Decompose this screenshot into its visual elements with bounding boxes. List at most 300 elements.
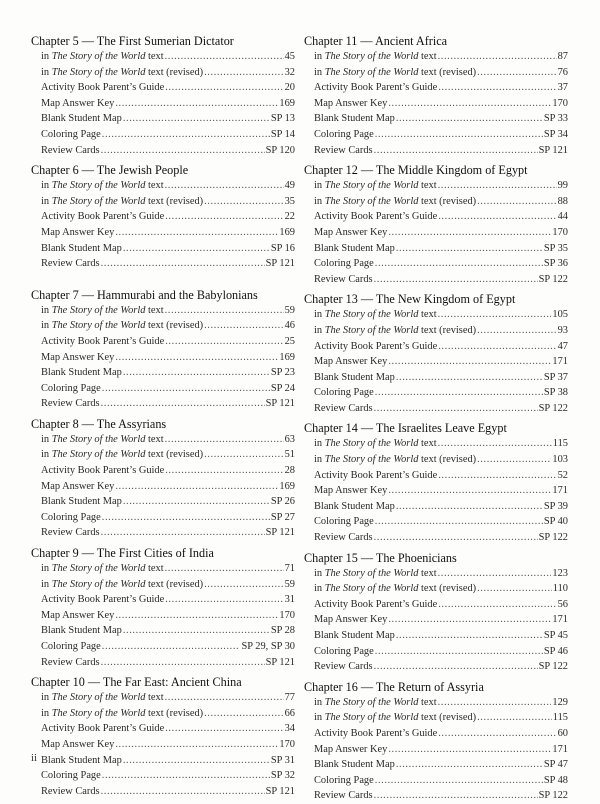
entry-label-text: Coloring Page <box>314 128 374 140</box>
entry-label-suffix: text (revised) <box>418 712 477 724</box>
entry-label-suffix: text <box>145 304 164 316</box>
toc-entry <box>31 365 295 381</box>
toc-entry <box>31 80 295 96</box>
entry-label <box>41 127 101 143</box>
dot-leader <box>123 623 270 639</box>
page-reference: SP 120 <box>265 144 295 156</box>
entry-label-text: Review Cards <box>41 144 100 156</box>
entry-label-text: in <box>41 578 52 590</box>
page-reference: 170 <box>552 226 568 238</box>
entry-label-text: Activity Book Parent’s Guide <box>314 598 438 610</box>
toc-entry <box>304 143 568 159</box>
dot-leader <box>165 303 284 319</box>
entry-label-text: in <box>41 320 52 332</box>
dot-leader <box>438 695 552 711</box>
entry-label-suffix: text (revised) <box>145 578 204 590</box>
dot-leader <box>115 479 278 495</box>
page-reference: SP 45 <box>543 630 568 641</box>
entry-label <box>41 318 203 334</box>
page-reference: 87 <box>557 51 568 62</box>
entry-label-text: Map Answer Key <box>314 356 388 368</box>
entry-label <box>41 737 114 753</box>
entry-label <box>41 753 122 769</box>
page-reference: SP 26 <box>270 496 295 508</box>
entry-label <box>314 628 395 644</box>
entry-label-suffix: text (revised) <box>145 66 204 78</box>
entry-label <box>41 194 203 210</box>
entry-label-text: in <box>41 449 52 461</box>
page-reference: SP 32 <box>270 770 295 782</box>
entry-label-text: Coloring Page <box>41 382 101 394</box>
entry-label <box>41 225 114 241</box>
dot-leader <box>438 597 556 613</box>
entry-label <box>41 80 164 96</box>
page-reference: SP 28 <box>270 625 295 637</box>
toc-entry <box>304 80 568 96</box>
entry-label <box>41 111 122 127</box>
entry-label <box>41 334 164 350</box>
dot-leader <box>388 96 551 112</box>
page-reference: 25 <box>284 335 295 347</box>
dot-leader <box>388 612 551 628</box>
book-title: The Story of the World <box>324 309 419 321</box>
dot-leader <box>396 628 543 644</box>
dot-leader <box>375 514 543 530</box>
toc-entry <box>304 612 568 628</box>
toc-entry <box>304 354 568 370</box>
dot-leader <box>388 354 551 370</box>
entry-label-text: Activity Book Parent’s Guide <box>41 594 165 606</box>
toc-entry <box>31 49 295 65</box>
dot-leader <box>374 272 538 288</box>
dot-leader <box>375 644 543 660</box>
entry-label-text: Review Cards <box>41 785 100 797</box>
page-reference: 115 <box>552 438 568 450</box>
dot-leader <box>204 706 284 722</box>
left-column <box>31 33 295 799</box>
chapter-block <box>304 291 568 416</box>
dot-leader <box>477 65 557 81</box>
entry-label <box>314 499 395 515</box>
dot-leader <box>438 307 552 323</box>
page-number: ii <box>31 752 38 764</box>
dot-leader <box>204 577 284 593</box>
entry-label <box>314 468 437 484</box>
page-reference: SP 33 <box>543 113 568 125</box>
chapter-title: Chapter 8 — The Assyrians <box>31 416 167 431</box>
page-reference: SP 122 <box>538 273 568 285</box>
toc-entry <box>31 721 295 737</box>
toc-entry <box>31 96 295 112</box>
dot-leader <box>477 710 552 726</box>
dot-leader <box>396 370 543 386</box>
entry-label-suffix: text <box>418 309 437 321</box>
dot-leader <box>204 65 284 81</box>
entry-label <box>314 127 374 143</box>
dot-leader <box>115 96 278 112</box>
dot-leader <box>101 655 265 671</box>
entry-label <box>41 350 114 366</box>
entry-label <box>41 592 164 608</box>
dot-leader <box>374 143 538 159</box>
toc-entry <box>304 49 568 65</box>
dot-leader <box>438 468 556 484</box>
entry-label-text: Blank Student Map <box>314 759 395 771</box>
dot-leader <box>115 737 278 753</box>
dot-leader <box>438 209 556 225</box>
page-reference: SP 29, SP 30 <box>241 641 295 652</box>
dot-leader <box>102 127 270 143</box>
dot-leader <box>123 111 270 127</box>
entry-label-suffix: text (revised) <box>418 324 477 336</box>
chapter-block <box>31 416 295 541</box>
page-reference: 169 <box>279 480 295 492</box>
entry-label <box>41 623 122 639</box>
page-reference: SP 121 <box>265 398 295 410</box>
page-reference: 170 <box>279 738 295 750</box>
entry-label-text: in <box>41 707 52 719</box>
toc-entry <box>31 381 295 397</box>
entry-label <box>41 768 101 784</box>
entry-label-suffix: text (revised) <box>145 707 204 719</box>
dot-leader <box>204 318 284 334</box>
dot-leader <box>115 350 278 366</box>
entry-label <box>314 612 387 628</box>
page-reference: SP 121 <box>538 144 568 156</box>
chapter-title: Chapter 10 — The Far East: Ancient China <box>31 675 242 690</box>
chapter-block <box>31 33 295 158</box>
entry-label-text: Review Cards <box>314 144 373 156</box>
dot-leader <box>477 194 557 210</box>
chapter-title: Chapter 7 — Hammurabi and the Babylonians <box>31 287 258 302</box>
entry-label <box>41 396 100 412</box>
chapter-title: Chapter 11 — Ancient Africa <box>304 34 448 48</box>
entry-label <box>314 742 387 758</box>
page-reference: SP 48 <box>543 774 568 786</box>
entry-label <box>41 690 164 706</box>
book-title: The Story of the World <box>51 449 146 461</box>
entry-label <box>41 209 164 225</box>
page-reference: 76 <box>557 66 568 78</box>
dot-leader <box>165 561 284 577</box>
toc-entry <box>304 370 568 386</box>
chapter-block <box>31 674 295 799</box>
dot-leader <box>396 111 543 127</box>
toc-entry <box>31 303 295 319</box>
entry-label <box>314 659 373 675</box>
entry-label-text: Coloring Page <box>41 770 101 782</box>
entry-label-suffix: text <box>418 696 437 708</box>
page-reference: 123 <box>552 567 568 579</box>
page-reference: 171 <box>552 356 568 368</box>
entry-label <box>41 241 122 257</box>
page-reference: SP 122 <box>538 532 568 544</box>
entry-label <box>314 354 387 370</box>
page-reference: SP 38 <box>543 387 568 399</box>
entry-label-suffix: text <box>145 692 164 704</box>
entry-label <box>314 49 437 65</box>
page-reference: 37 <box>557 82 568 94</box>
dot-leader <box>388 742 551 758</box>
toc-entry <box>304 339 568 355</box>
entry-label-text: Blank Student Map <box>41 113 122 125</box>
page-reference: 169 <box>279 226 295 238</box>
chapter-title: Chapter 16 — The Return of Assyria <box>304 679 484 694</box>
dot-leader <box>165 178 284 194</box>
page-reference: 52 <box>557 469 568 481</box>
entry-label <box>41 463 164 479</box>
page-reference: SP 27 <box>270 511 295 523</box>
page-reference: 49 <box>284 180 295 192</box>
dot-leader <box>165 592 283 608</box>
page-reference: SP 34 <box>543 128 568 140</box>
entry-label-suffix: text (revised) <box>418 66 477 78</box>
toc-entry <box>31 592 295 608</box>
chapter-title: Chapter 12 — The Middle Kingdom of Egypt <box>304 163 528 178</box>
toc-entry <box>304 499 568 515</box>
book-title: The Story of the World <box>51 66 146 78</box>
toc-entry <box>304 307 568 323</box>
entry-label-text: Coloring Page <box>314 516 374 528</box>
toc-entry <box>304 225 568 241</box>
dot-leader <box>375 256 543 272</box>
entry-label-text: Coloring Page <box>41 128 101 140</box>
dot-leader <box>123 365 270 381</box>
entry-label <box>314 773 374 789</box>
entry-label <box>314 514 374 530</box>
toc-entry <box>304 757 568 773</box>
toc-entry <box>31 690 295 706</box>
entry-label <box>314 452 476 468</box>
book-title: The Story of the World <box>51 707 146 719</box>
toc-entry <box>31 784 295 800</box>
entry-label-text: in <box>41 563 52 575</box>
toc-entry <box>304 581 568 597</box>
entry-label-suffix: text <box>145 563 164 575</box>
entry-label-text: Coloring Page <box>314 645 374 657</box>
dot-leader <box>123 494 270 510</box>
entry-label-text: Blank Student Map <box>41 242 122 254</box>
entry-label-text: Review Cards <box>41 398 100 410</box>
entry-label <box>41 447 203 463</box>
entry-label <box>41 479 114 495</box>
toc-entry <box>304 385 568 401</box>
page-reference: 66 <box>284 707 295 719</box>
page-reference: 169 <box>279 97 295 109</box>
toc-entry <box>31 577 295 593</box>
page-reference: SP 31 <box>270 754 295 766</box>
entry-label-suffix: text (revised) <box>418 454 477 466</box>
dot-leader <box>115 225 278 241</box>
page-reference: 60 <box>557 727 568 739</box>
dot-leader <box>102 381 270 397</box>
page-reference: 171 <box>552 485 568 497</box>
entry-label-text: Activity Book Parent’s Guide <box>41 335 165 347</box>
dot-leader <box>101 256 265 272</box>
toc-entry <box>31 209 295 225</box>
entry-label-text: in <box>314 712 325 724</box>
page-reference: 110 <box>552 583 568 595</box>
book-title: The Story of the World <box>324 583 419 595</box>
book-title: The Story of the World <box>324 180 419 192</box>
toc-entry <box>31 143 295 159</box>
entry-label-text: Coloring Page <box>41 511 101 523</box>
toc-entry <box>31 318 295 334</box>
toc-entry <box>304 241 568 257</box>
dot-leader <box>375 385 543 401</box>
page-reference: 28 <box>284 465 295 477</box>
entry-label-text: Blank Student Map <box>314 500 395 512</box>
chapter-block <box>304 162 568 287</box>
entry-label <box>314 726 437 742</box>
book-title: The Story of the World <box>324 66 419 78</box>
dot-leader <box>165 80 283 96</box>
entry-label <box>41 178 164 194</box>
toc-entry <box>31 432 295 448</box>
page-reference: 93 <box>557 324 568 336</box>
page-reference: SP 121 <box>265 527 295 539</box>
toc-entry <box>304 514 568 530</box>
page-reference: 32 <box>284 66 295 78</box>
book-title: The Story of the World <box>324 696 419 708</box>
entry-label-suffix: text <box>145 433 164 445</box>
toc-entry <box>31 639 295 655</box>
entry-label-text: Review Cards <box>314 402 373 414</box>
entry-label-text: Map Answer Key <box>314 614 388 626</box>
entry-label <box>314 530 373 546</box>
dot-leader <box>375 127 543 143</box>
entry-label-text: in <box>41 66 52 78</box>
entry-label-text: Activity Book Parent’s Guide <box>314 82 438 94</box>
toc-entry <box>304 726 568 742</box>
toc-entry <box>31 65 295 81</box>
book-title: The Story of the World <box>324 567 419 579</box>
entry-label-suffix: text <box>145 51 164 62</box>
dot-leader <box>204 447 284 463</box>
dot-leader <box>438 566 552 582</box>
entry-label <box>41 494 122 510</box>
entry-label <box>314 209 437 225</box>
dot-leader <box>438 49 557 65</box>
dot-leader <box>101 784 265 800</box>
toc-entry <box>31 350 295 366</box>
page-reference: 88 <box>557 195 568 207</box>
toc-entry <box>304 209 568 225</box>
page-reference: 44 <box>557 211 568 223</box>
book-title: The Story of the World <box>324 51 419 62</box>
entry-label-text: in <box>41 304 52 316</box>
toc-entry <box>304 773 568 789</box>
book-title: The Story of the World <box>51 578 146 590</box>
page-reference: SP 13 <box>270 113 295 125</box>
entry-label <box>41 65 203 81</box>
toc-entry <box>31 510 295 526</box>
dot-leader <box>438 80 556 96</box>
dot-leader <box>388 483 551 499</box>
entry-label-text: in <box>314 567 325 579</box>
toc-entry <box>31 479 295 495</box>
dot-leader <box>102 510 270 526</box>
toc-entry <box>31 655 295 671</box>
page-reference: 170 <box>279 609 295 621</box>
entry-label <box>314 483 387 499</box>
entry-label <box>314 256 374 272</box>
toc-entry <box>31 256 295 272</box>
toc-entry <box>31 561 295 577</box>
entry-label <box>41 256 100 272</box>
page-reference: 51 <box>284 449 295 461</box>
entry-label-suffix: text <box>418 567 437 579</box>
entry-label <box>314 644 374 660</box>
entry-label-text: Coloring Page <box>314 774 374 786</box>
entry-label-text: Map Answer Key <box>314 485 388 497</box>
toc-entry <box>31 178 295 194</box>
entry-label <box>41 143 100 159</box>
dot-leader <box>101 143 265 159</box>
entry-label-suffix: text (revised) <box>145 195 204 207</box>
dot-leader <box>477 452 551 468</box>
dot-leader <box>165 463 283 479</box>
entry-label-suffix: text <box>145 180 164 192</box>
toc-entry <box>304 65 568 81</box>
page-reference: 115 <box>552 712 568 724</box>
entry-label <box>41 49 164 65</box>
page-reference: SP 121 <box>265 785 295 797</box>
entry-label-text: Blank Student Map <box>314 630 395 641</box>
entry-label-text: Activity Book Parent’s Guide <box>314 211 438 223</box>
entry-label-text: in <box>314 309 325 321</box>
entry-label <box>41 525 100 541</box>
entry-label <box>41 608 114 624</box>
book-title: The Story of the World <box>51 180 146 192</box>
entry-label-suffix: text <box>418 180 437 192</box>
page-reference: SP 37 <box>543 371 568 383</box>
toc-entry <box>304 468 568 484</box>
page-reference: 22 <box>284 211 295 223</box>
entry-label-text: Review Cards <box>314 790 373 802</box>
entry-label <box>314 385 374 401</box>
entry-label-text: Activity Book Parent’s Guide <box>314 469 438 481</box>
page-reference: SP 122 <box>538 661 568 673</box>
entry-label-text: Coloring Page <box>314 387 374 399</box>
page-reference: SP 47 <box>543 759 568 771</box>
page-reference: 129 <box>552 696 568 708</box>
chapter-block <box>304 679 568 804</box>
entry-label <box>314 323 476 339</box>
entry-label-suffix: text (revised) <box>145 320 204 332</box>
page-reference: 105 <box>552 309 568 321</box>
book-title: The Story of the World <box>51 433 146 445</box>
book-title: The Story of the World <box>324 324 419 336</box>
page-reference: SP 16 <box>270 242 295 254</box>
entry-label-suffix: text (revised) <box>418 583 477 595</box>
toc-entry <box>31 241 295 257</box>
entry-label <box>41 561 164 577</box>
entry-label-text: Coloring Page <box>41 641 101 652</box>
right-column <box>304 33 568 804</box>
entry-label <box>314 225 387 241</box>
chapter-title: Chapter 15 — The Phoenicians <box>304 550 457 565</box>
page-reference: 35 <box>284 195 295 207</box>
page-reference: 46 <box>284 320 295 332</box>
page-reference: SP 39 <box>543 500 568 512</box>
entry-label-text: in <box>314 454 325 466</box>
dot-leader <box>438 436 552 452</box>
page-reference: 56 <box>557 598 568 610</box>
toc-entry <box>304 530 568 546</box>
toc-entry <box>304 178 568 194</box>
toc-entry <box>304 566 568 582</box>
